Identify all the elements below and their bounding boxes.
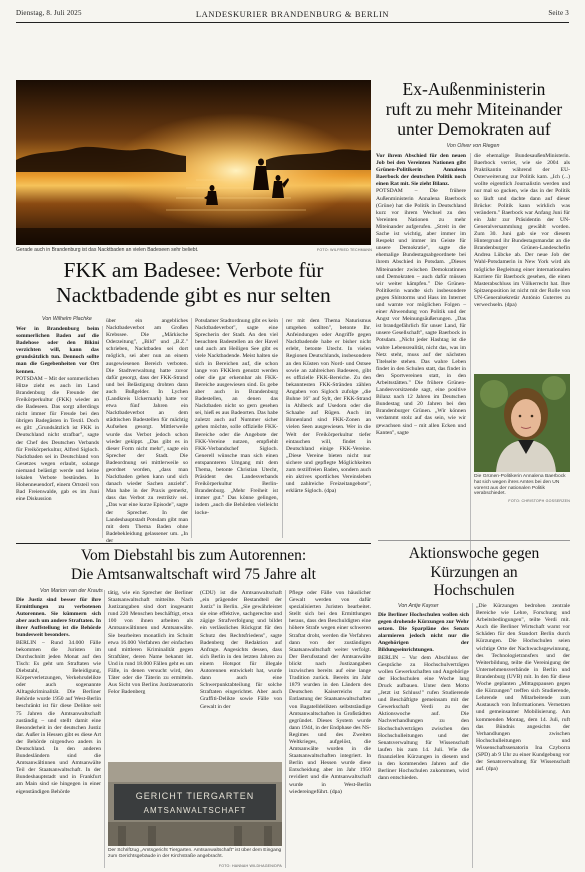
amts-divider-3 xyxy=(285,590,286,868)
fkk-column-1 xyxy=(16,326,99,540)
sign-line-2: AMTSANWALTSCHAFT xyxy=(143,806,247,815)
section-divider xyxy=(16,543,371,544)
ex-column-1 xyxy=(376,153,466,581)
fkk-byline: Von Wilhelm Plachke xyxy=(42,316,92,322)
badesee-caption: Gerade auch in Brandenburg ist das Nacktbaden an vielen Badeseen sehr beliebt. xyxy=(16,247,199,253)
badesee-photo xyxy=(16,80,371,245)
amts-lead: Die Justiz sind besser für ihre Ermittlungen zu verbotenen Autorennen. Sie kümmern sich aber auch um andere Straftaten. In ihrer Auffstellung ist die Behörde bundesweit besonders. xyxy=(16,597,101,639)
amtsgericht-credit: FOTO: HANNAH WILDHAGEN/DPA xyxy=(218,864,282,868)
amts-headline-line1: Vom Diebstahl bis zum Autorennen: xyxy=(80,547,307,564)
amts-column-3 xyxy=(200,590,282,758)
amts-headline xyxy=(16,547,371,584)
page-number: Seite 3 xyxy=(548,9,569,17)
aktion-divider xyxy=(472,603,473,868)
portrait-credit: FOTO: CHRISTOPH GOSSERZEN xyxy=(508,499,570,503)
fkk-lead: Wer in Brandenburg beim sommerlichen Baden auf die Badehose oder den Bikini verzichten will, kann das grundsätzlich tun. Dennoch sollte man die Gegebenheiten vor Ort kennen. xyxy=(16,326,99,375)
fkk-divider-2 xyxy=(191,318,192,538)
ex-lead: Vor ihrem Abschied für den neuen Job bei den Vereinten Nationen gibt Grünen-Politikerin Annalena Baerbock der deutschen Politik noch einen Rat mit. Sie zieht Bilanz. xyxy=(376,153,466,188)
amts-headline-line2: Die Amtsanwaltschaft wird 75 Jahre alt xyxy=(71,565,316,583)
amts-byline: Von Marion van der Krauts xyxy=(40,588,103,594)
amtsgericht-caption: Der Schriftzug „Amtsgericht Tiergarten. Amtsanwaltschaft" ist über dem Eingang zum Gerichtsgebäude in der Kirchstraße angebracht. xyxy=(108,848,282,859)
amts-body-3: (CDU) ist die Amtsanwaltschaft „ein prägender Bestandteil der Justiz" in Berlin. „Sie gewährleistet sie eine effektive, sachgerechte und zügige Strafverfolgung und bildet ein verlässliches Rückgrat für den Schutz des Rechtsfriedens", sagte Badenberg der Redaktion auf Anfrage. Angesichts dessen, dass sich Berlin in den letzten Jahren zu einem Hotspot für illegale Autorennen entwickelt hat, wurde dann auch eine Schwerpunktabteilung für solche Straftaten eingerichtet. Aber auch Graffiti-Delikte sowie Fälle von Gewalt in der xyxy=(200,590,282,710)
amts-column-1 xyxy=(16,597,101,869)
fkk-body-3: Potsdamer Stadtordnung gibt es kein Nacktbadeverbot", sagte eine Sprecherin der Stadt. An den viel besuchten Badestellen an der Havel und auch am Heiligen See gibt es viele Nacktbadende. Meist halten sie sich in Bereichen auf, die schon lange von FKKlern genutzt werden oder die gar erkennbar als FKK-Bereiche ausgewiesen sind. Es gebe aber auch in Brandenburg Badestellen, an denen das Nacktbaden nicht so gern gesehen sei, hieß es aus Badeorten. Das habe zuletzt auch auf Nummer sicher gehen möchte, solle offizielle FKK-Bereiche oder die Angebote der FKK-Vereine nutzen, empfiehlt FKK-Verbandschef Sigloch. Generell wünsche man sich einen entspannteren Umgang mit dem Thema, betonte Christian Utecht, Präsident des Landesverbands Freikörperkultur Berlin-Brandenburg. „Mehr Freiheit ist immer gut." Das könne gelingen, indem „auch die Behörden vielleicht locke- xyxy=(195,318,278,516)
amts-column-2 xyxy=(108,590,193,758)
amts-divider-1 xyxy=(104,590,105,868)
ex-body-2: die ehemalige BundesaußenMinisterin. Baerbock verriet, wie sie 2004 als Praktikantin während der EU-Osterweiterung zur Politik kam. „Ich (...) wollte eigentlich Journalistin werden und nur mal so gucken, wie das in der Politik so läuft und dachte dann auf dieser Brücke: Politik kann wirklich was verändern." Baerbock war Anfang Juni für ein Jahr zur Präsidentin der UN-Generalversammlung gewählt worden. Zum 30. Juni gab sie vor diesem Hintergrund ihr Bundestagsmandat an die Brandenburger Grünen-Landeschefin Andrea Lübcke ab. Der neue Job der Wahl-Potsdamerin in New York wird als mögliche Begleitung einer internationalen Karriere für Baerbock gesehen, die einen Masterabschluss im Völkerrecht hat. Ihre Spitzenposition ist nicht mit der Rolle von UN-Generalsekretär António Guterres zu verwechseln. (dpa) xyxy=(474,153,570,308)
fkk-column-4 xyxy=(286,318,371,540)
ex-headline-line3: unter Demokraten auf xyxy=(397,119,551,139)
aktion-headline-line2: Kürzungen an xyxy=(430,563,518,581)
issue-date: Dienstag, 8. Juli 2025 xyxy=(16,9,82,17)
newspaper-name: LANDESKURIER BRANDENBURG & BERLIN xyxy=(195,9,390,19)
aktion-byline: Von Antje Kayser xyxy=(398,603,439,609)
fkk-headline-line2: Nacktbadende gibt es nur selten xyxy=(56,283,331,307)
aktion-lead: Die Berliner Hochschulen wollen sich gegen drohende Kürzungen zur Wehr setzen. Die Sparpläne des Senats alarmieren jedoch nicht nur die Angehörigen der Bildungseinrichtungen. xyxy=(378,612,469,654)
fkk-column-3 xyxy=(195,318,278,540)
ex-headline-line2: ruft zu mehr Miteinander xyxy=(385,99,563,119)
amts-body-1: BERLIN – Rund 34.000 Fälle bekommen die Juristen im Durchschnitt jeden Monat auf den Tisch: Es geht um Straftaten wie Diebstahl, Beleidigung, Körperverletzungen, Verkehrsdelikte oder auch sogenannte Alltagskriminalität. Die Berliner Behörde wurde 1950 auf West-Berlin beschränkt ist für diese Delikte seit 75 Jahren die Amtsanwaltschaft zuständig – und stellt damit eine Besonderheit in der deutschen Justiz dar. Außer in Hessen gibt es diese Art der Behörde nirgendwo anders in Deutschland. In den anderen Bundesländern sind die Amtsanwältinnen und Amtsanwälte Teil der Staatsanwaltschaft. In der Bundeshauptstadt und in Frankfurt am Main sind sie hingegen in einer eigenständigen Behörde xyxy=(16,639,101,795)
aktion-body-2: „Die Kürzungen bedrohen zentrale Bereiche wie Lehre, Forschung und Arbeitsbedingungen", teilte Verdi mit. Auch die Berliner Wirtschaft warnt vor Schäden für den Standort Berlin durch Kürzungen. Die Hochschulen seien wichtige Orte der Nachwuchsgewinnung, des Technologietransfers und der Weiterbildung, teilte die Vereinigung der Unternehmensverbände in Berlin und Brandenburg (UVB) mit. In den für diese Woche geplanten „Mittagspausen gegen die Kürzungen" treffen sich Studierende, Lehrende und Mitarbeitende zum Austausch von Informationen. Vernetzen und gemeinsamer Mobilisierung. Am kommenden Montag, dem 14. Juli, ruft das Bündnis angesichts der Verhandlungen zwischen Hochschulleitungen und Wissenschaftssenatorin Ina Czyborra (SPD) ab 9 Uhr zu einer Kundgebung vor der Senatsverwaltung für Wissenschaft auf. (dpa) xyxy=(476,603,570,773)
ex-byline: Von Oliver von Riegen xyxy=(446,143,500,149)
amts-body-4: Pflege oder Fälle von häuslicher Gewalt werden von dafür spezialisierten Juristen bearbeitet. Stellt sich bei den Ermittlungen heraus, dass den Beschuldigten eine höhere Strafe wegen einer schweren Straftat droht, werden die Verfahren dann von der zuständigen Staatsanwaltschaft weiter verfolgt. Der Berufsstand der Amtsanwälte blickt nach Justizangaben inzwischen bereits auf eine lange Tradition zurück. Bereits im Jahr 1879 wurden in den Ländern des Deutschen Kaiserreichs zur Entlastung der Staatsanwaltschaften von Bagatelldelikten selbstständige Amtsanwaltschaften in Großstädten gegründet. Dieses System wurde dann 1944, in der Endphase des NS-Regimes und des Zweiten Weltkrieges, aufgelöst, die Amtsanwälte wurden in die Staatsanwaltschaften integriert. In Berlin und Hessen wurde diese Entscheidung aber im Jahr 1950 revidiert und die Amtsanwaltschaft wurde in West-Berlin wiedereingeführt. (dpa) xyxy=(289,590,371,795)
sign-line-1: GERICHT TIERGARTEN xyxy=(135,791,255,801)
aktion-body-1: BERLIN – Vor dem Abschluss der Gespräche zu Hochschulverträgen wollen Gewerkschaften und Angehörige der Hochschulen eine Woche lang Druck aufbauen. Unter dem Motto „Jetzt ist Schluss!" rufen Studierende und Beschäftigte gemeinsam mit der Gewerkschaft Verdi zu der Aktionswoche auf. Die Nachverhandlungen zu den Hochschulverträgen zwischen den Hochschulleitungen und der Senatsverwaltung für Wissenschaft laufen bis zum 14. Juli. Wie die finanziellen Kürzungen in diesem und in den kommenden Jahren auf die Berliner Hochschulen zukommen, wird dann entschieden. xyxy=(378,654,469,782)
baerbock-portrait xyxy=(474,374,570,472)
ex-headline xyxy=(378,79,570,139)
fkk-body-4: rer mit dem Thema Naturismus umgehen sollten", betonte Ihr. Anfeindungen oder Angriffe gegen Nacktbadende habe er bisher nicht erlebt, betonte Utecht. In vielen Regionen Deutschlands, insbesondere an den Küsten von Nord- und Ostsee sowie an zahlreichen Badeseen, gibt es offizielle FKK-Bereiche. Zu den bekanntesten FKK-Stränden zählen Angaben von Sigloch zufolge „die Buhne 16" auf Sylt, der FKK-Strand in Ahlbeck auf Usedom oder die Schaabe auf Rügen. Auch im Binnenland sind FKK-Zonen an vielen Seen ausgewiesen. Wer in die Welt der Freikörperkultur tiefer eintauchen will, findet in Deutschland einige FKK-Vereine. „Diese Vereine bieten nicht nur sichere und gepflegte Möglichkeiten zum textilfreien Baden, sondern auch ein aktives sportliches Vereinsleben und zahlreiche Freizeitangebote", erklärte Sigloch. (dpa) xyxy=(286,318,371,495)
masthead xyxy=(16,6,569,23)
fkk-divider-3 xyxy=(282,318,283,538)
badesee-credit: FOTO: WILFRIED TECHMANN xyxy=(317,248,372,252)
sunset-lake-image xyxy=(16,80,371,245)
court-sign-image xyxy=(108,762,282,846)
aktion-column-2 xyxy=(476,603,570,868)
aktion-column-1 xyxy=(378,612,469,868)
fkk-column-2 xyxy=(106,318,188,544)
amtsgericht-photo xyxy=(108,762,282,846)
aktion-headline-line3: Hochschulen xyxy=(433,582,515,599)
aktion-headline-line1: Aktionswoche gegen xyxy=(408,545,540,562)
fkk-headline-line1: FKK am Badesee: Verbote für xyxy=(63,258,324,282)
amts-body-2: tätig, wie ein Sprecher der Berliner Staatsanwaltschaft mitteilte. Nach Justizangaben sind dort insgesamt rund 220 Menschen beschäftigt, etwa 100 von ihnen arbeiten als Amtsanwältinnen und Amtsanwälte. Sie bearbeiten monatlich im Schnitt etwa 16.000 Verfahren der einfachen und mittleren Kriminalität gegen Straftäter, deren Name bekannt ist. Und in rund 18.000 Fällen geht es um Fälle, in denen versucht wird, den Täter oder die Täterin zu ermitteln. Aus Sicht von Berlins Justizsenatorin Felor Badenberg xyxy=(108,590,193,696)
aktion-headline xyxy=(378,545,570,601)
portrait-image xyxy=(474,374,570,472)
amts-column-4 xyxy=(289,590,371,868)
fkk-headline xyxy=(16,258,371,308)
ex-column-divider xyxy=(470,153,471,581)
portrait-caption: Die Grünen-Politikerin Annalena Baerbock hat sich wegen ihres Amtes bei den UN vorerst aus der nationalen Politik verabschiedet. xyxy=(474,474,566,497)
aktion-top-rule xyxy=(378,540,570,541)
fkk-divider-1 xyxy=(102,326,103,538)
ex-headline-line1: Ex-Außenministerin xyxy=(402,79,546,99)
ex-column-2 xyxy=(474,153,570,371)
fkk-body-1: POTSDAM – Mit der sommerlichen Hitze zieht es auch im Land Brandenburg die Freunde der Freikörperkultur (FKK) wieder an die Badeseen. Das sorgt allerdings nicht immer für Freude bei den übrigen Badegästen in Textil. Doch es gilt: „Grundsätzlich ist FKK in Deutschland nicht strafbar", sagte der Chef des Deutschen Verbands für Freikörperkultur, Alfred Sigloch. Nacktbaden sei in Deutschland von Gesetzes wegen erlaubt, solange niemand belästigt werde und keine lokalen Verbote bestünden. In Hohenneuendorf, einem Ortsteil von Bad Freienwalde, gab es im Juni eine Diskussion xyxy=(16,375,99,503)
fkk-body-2: über ein angebliches Nacktbadeverbot am Großen Krebssee. Die „Märkische Oderzeitung", „Bild" und „B.Z." schrieben, Nacktbaden sei dort möglich, sei aber nun an einem ausgewiesenen Bereich verboten. Die Stadtverwaltung hatte zuvor dafür gesorgt, dass der FKK-Strand und bei Belästigung drohten dann auch Bußgelder. In Lychen (Landkreis Uckermark) hatte vor etwa fünf Jahren ein Nacktbadeverbot an dem städtischen Badestellen für mächtig Aufsehen gesorgt. Mittlerweile wurde das Verbot jedoch schon wieder gekippt. „Das gibt es in dieser Form nicht mehr", sagte ein Sprecher der Stadt. Die Badeordnung sei mittlerweile so geordnet worden, „dass man Nacktbaden gehen kann und sich danach wieder Sachen anzieht". Man habe in der Praxis gemerkt, dass das Verbot zu restriktiv sei. „Das war eine kurze Episode", sagte der Sprecher. In der Landeshauptstadt Potsdam gibt man mit dem Thema Baden ohne Badebekleidung gelassener um. „In der xyxy=(106,318,188,544)
ex-body-1: POTSDAM – Die frühere Außenministerin Annalena Baerbock (Grüne) hat die Politik in Deutschland kurz vor ihrem Wechsel zu den Vereinten Nationen zu mehr Miteinander aufgerufen. „Streit in der Sache ist wichtig, aber immer im Respekt und immer im Geiste für unsere Demokratie", sagte die ehemalige Bundestagsabgeordnete bei ihrem Abschied in Potsdam. „Dieses Miteinander zwischen Demokratinnen und Demokraten – auch dafür müssen wir weiter kämpfen." Die Grünen-Politikerin wandte sich insbesondere gegen Shitstorms und Hass im Internet und warnte vor möglichen Folgen – einer Abwendung von Politik und der Angst vor Meinungsäußerungen. „Das ist brandgefährlich für unser Land, für unsere Gesellschaft", sagte Baerbock in Potsdam. „Nicht jeder Hashtag ist die wahre Lebensrealität, nicht das, was im Netz steht, muss auf der nächsten Titelseite stehen. Das wahre Leben findet in den Schulen statt, das findet in den Sportvereinen statt, in den Arbeitsstätten." Die frühere Grünen-Landesvorsitzende sagt, eine positive Bilanz nach 12 Jahren im Deutschen Bundestag und 20 Jahren bei den Brandenburger Grünen. „Wir können verdammt stolz auf das sein, wie wir gewachsen sind – mit allen Ecken und Kanten", sagte xyxy=(376,188,466,436)
